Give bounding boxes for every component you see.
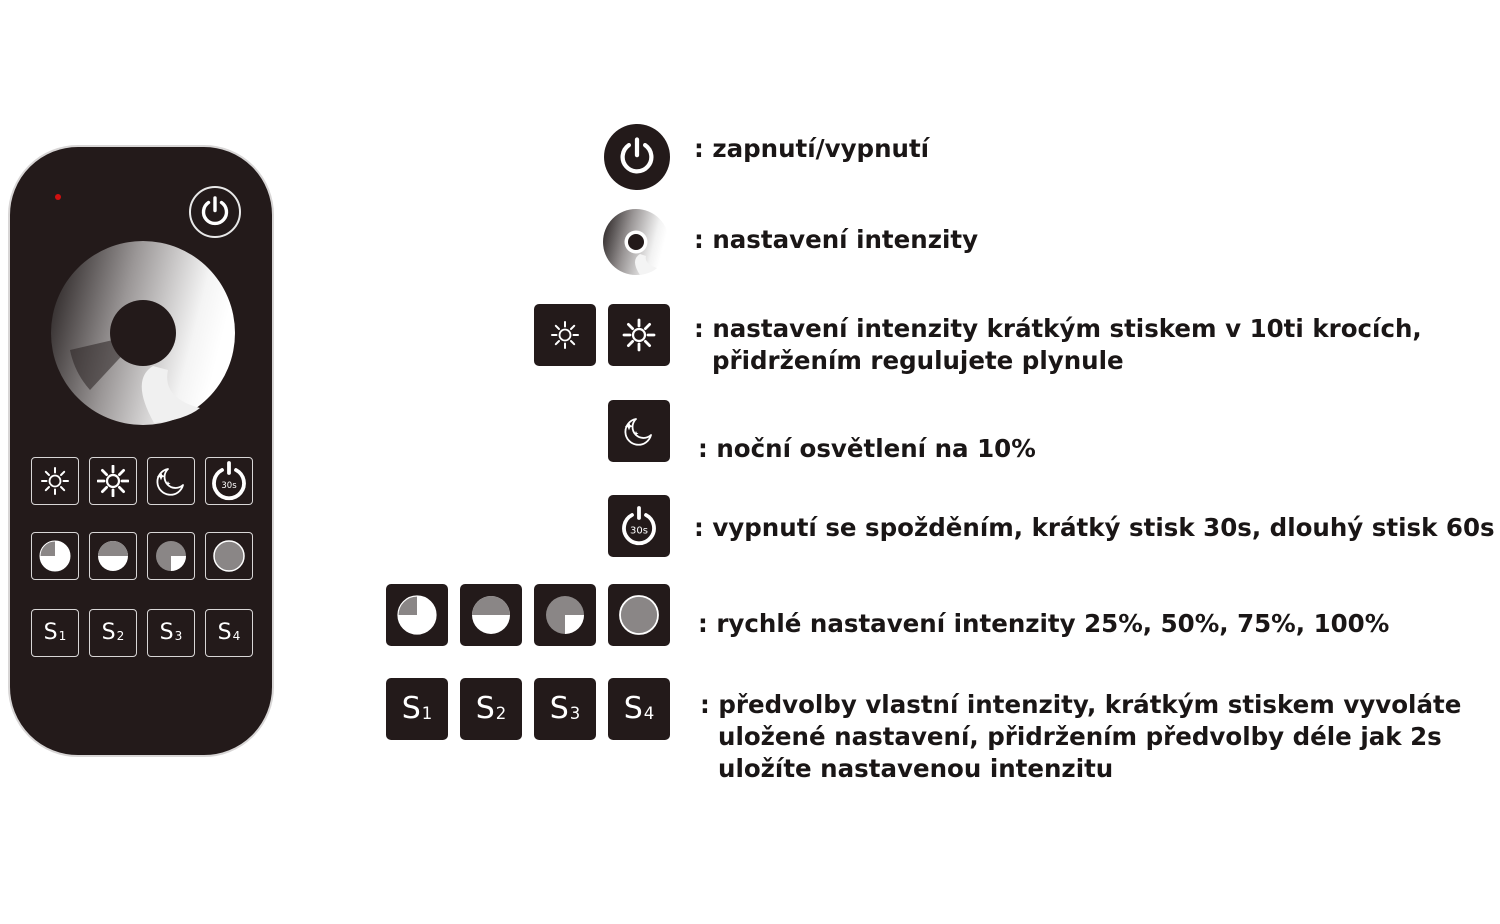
touch-wheel-icon bbox=[602, 208, 670, 276]
legend-timer-text: : vypnutí se spožděním, krátký stisk 30s, dlouhý stisk 60s bbox=[694, 513, 1495, 542]
legend-scenes-text bbox=[700, 689, 1461, 785]
level-25-icon bbox=[37, 538, 73, 574]
remote-control bbox=[8, 145, 274, 757]
remote-brightness-up-button[interactable] bbox=[89, 457, 137, 505]
timer-off-icon bbox=[209, 461, 249, 501]
timer-off-icon bbox=[615, 502, 663, 550]
level-100-icon bbox=[211, 538, 247, 574]
brightness-up-icon bbox=[621, 317, 657, 353]
scene-letter: S bbox=[401, 691, 421, 726]
legend-scene-1-key bbox=[386, 678, 448, 740]
remote-power-button[interactable] bbox=[189, 186, 241, 238]
legend-quick-text: : rychlé nastavení intenzity 25%, 50%, 75%, 100% bbox=[698, 609, 1390, 638]
legend-timer-key bbox=[608, 495, 670, 557]
scene-number: 1 bbox=[58, 628, 67, 643]
ir-led-indicator bbox=[55, 194, 61, 200]
timer-label: 30s bbox=[221, 481, 237, 491]
scene-number: 3 bbox=[569, 703, 581, 723]
legend-night-key bbox=[608, 400, 670, 462]
remote-scene-1-button[interactable] bbox=[31, 609, 79, 657]
remote-brightness-down-button[interactable] bbox=[31, 457, 79, 505]
legend-scenes-line-2: uložené nastavení, přidržením předvolby déle jak 2s bbox=[718, 722, 1442, 751]
legend-brightness-line-1: : nastavení intenzity krátkým stiskem v 10ti krocích, bbox=[694, 314, 1422, 343]
scene-letter: S bbox=[159, 620, 174, 645]
scene-number: 3 bbox=[174, 628, 183, 643]
legend-scenes-line-1: : předvolby vlastní intenzity, krátkým stiskem vyvoláte bbox=[700, 690, 1462, 719]
legend-power-text: : zapnutí/vypnutí bbox=[694, 134, 930, 163]
scene-letter: S bbox=[101, 620, 116, 645]
power-icon bbox=[198, 195, 232, 229]
scene-letter: S bbox=[43, 620, 58, 645]
legend-level-50-key bbox=[460, 584, 522, 646]
legend-night-text: : noční osvětlení na 10% bbox=[698, 434, 1036, 463]
scene-letter: S bbox=[623, 691, 643, 726]
legend-scenes-line-3: uložíte nastavenou intenzitu bbox=[718, 754, 1114, 783]
timer-label: 30s bbox=[630, 525, 648, 537]
legend-level-75-key bbox=[534, 584, 596, 646]
remote-scene-4-button[interactable] bbox=[205, 609, 253, 657]
legend-brightness-up-key bbox=[608, 304, 670, 366]
remote-level-50-button[interactable] bbox=[89, 532, 137, 580]
remote-level-25-button[interactable] bbox=[31, 532, 79, 580]
level-50-icon bbox=[95, 538, 131, 574]
legend-power-button bbox=[604, 124, 670, 190]
legend-level-100-key bbox=[608, 584, 670, 646]
level-50-icon bbox=[469, 593, 513, 637]
legend-brightness-text bbox=[694, 313, 1422, 377]
scene-number: 4 bbox=[232, 628, 241, 643]
level-100-icon bbox=[617, 593, 661, 637]
scene-letter: S bbox=[475, 691, 495, 726]
remote-level-75-button[interactable] bbox=[147, 532, 195, 580]
level-75-icon bbox=[153, 538, 189, 574]
legend-scene-3-key bbox=[534, 678, 596, 740]
scene-letter: S bbox=[217, 620, 232, 645]
scene-number: 2 bbox=[116, 628, 125, 643]
remote-night-mode-button[interactable] bbox=[147, 457, 195, 505]
scene-number: 1 bbox=[421, 703, 433, 723]
night-mode-icon bbox=[155, 465, 187, 497]
remote-touch-wheel[interactable] bbox=[50, 240, 236, 426]
remote-scene-3-button[interactable] bbox=[147, 609, 195, 657]
scene-number: 4 bbox=[643, 703, 655, 723]
remote-scene-2-button[interactable] bbox=[89, 609, 137, 657]
legend-level-25-key bbox=[386, 584, 448, 646]
touch-wheel-icon bbox=[50, 240, 236, 426]
remote-level-100-button[interactable] bbox=[205, 532, 253, 580]
brightness-down-icon bbox=[548, 318, 582, 352]
brightness-down-icon bbox=[40, 466, 70, 496]
legend-brightness-line-2: přidržením regulujete plynule bbox=[712, 346, 1124, 375]
level-75-icon bbox=[543, 593, 587, 637]
level-25-icon bbox=[395, 593, 439, 637]
legend-scene-2-key bbox=[460, 678, 522, 740]
remote-timer-off-button[interactable] bbox=[205, 457, 253, 505]
legend-brightness-down-key bbox=[534, 304, 596, 366]
legend-wheel-text: : nastavení intenzity bbox=[694, 225, 979, 254]
legend-touch-wheel bbox=[602, 208, 670, 276]
power-icon bbox=[615, 135, 659, 179]
scene-number: 2 bbox=[495, 703, 507, 723]
scene-letter: S bbox=[549, 691, 569, 726]
brightness-up-icon bbox=[97, 465, 129, 497]
legend-scene-4-key bbox=[608, 678, 670, 740]
night-mode-icon bbox=[619, 411, 659, 451]
